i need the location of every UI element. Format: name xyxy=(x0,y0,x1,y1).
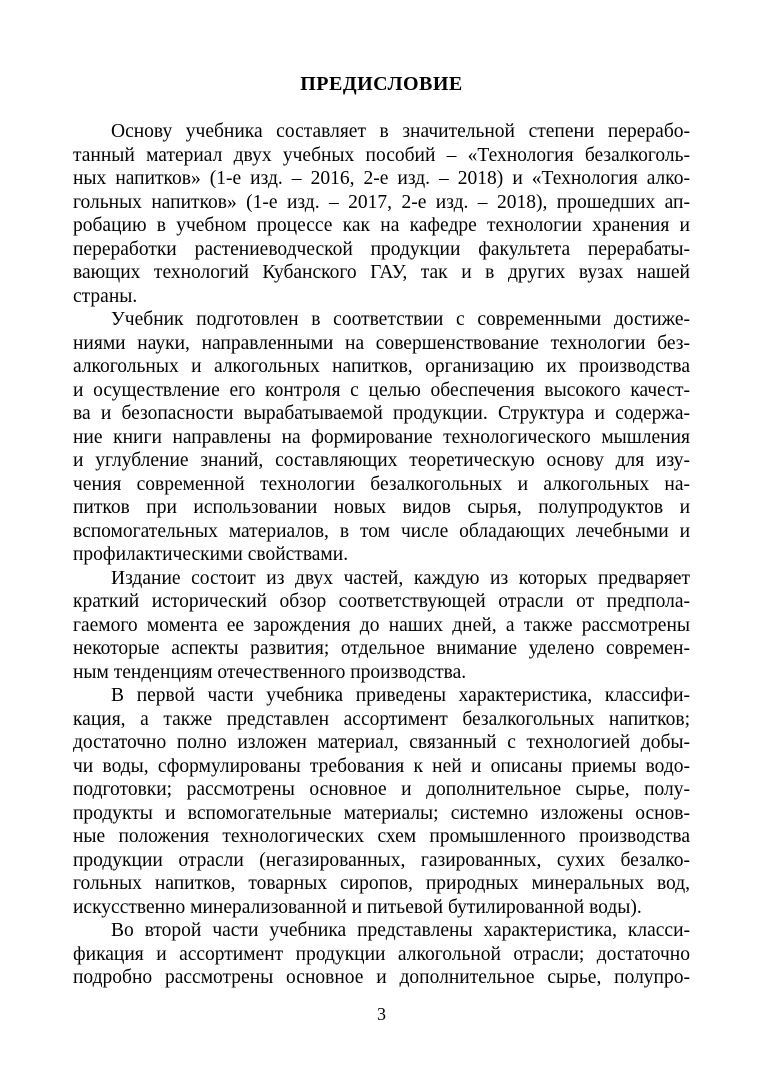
text-line: Во второй части учебника представлены характеристика, класси- xyxy=(111,920,690,941)
text-line: вспомогательных материалов, в том числе обладающих лечебными и xyxy=(73,520,690,542)
text-line: и углубление знаний, составляющих теоретическую основу для изу- xyxy=(73,450,690,471)
text-line: и осуществление его контроля с целью обеспечения высокого качест- xyxy=(73,379,690,401)
text-line: танный материал двух учебных пособий – «Технология безалкоголь- xyxy=(73,144,690,166)
text-line: гольных напитков, товарных сиропов, природных минеральных вод, xyxy=(73,873,690,894)
text-line: продукты и вспомогательные материалы; системно изложены основ- xyxy=(73,802,690,824)
text-line: ные положения технологических схем промышленного производства xyxy=(73,826,690,847)
text-line: Издание состоит из двух частей, каждую из которых предваряет xyxy=(111,567,690,589)
text-line: гольных напитков» (1-е изд. – 2017, 2-е изд. – 2018), прошедших ап- xyxy=(73,191,690,213)
text-line: краткий исторический обзор соответствующей отрасли от предпола- xyxy=(73,591,690,612)
text-line: подробно рассмотрены основное и дополнительное сырье, полупро- xyxy=(73,967,690,988)
paragraph-4 xyxy=(73,684,690,919)
text-line: гаемого момента ее зарождения до наших дней, а также рассмотрены xyxy=(73,614,690,636)
text-line: питков при использовании новых видов сырья, полупродуктов и xyxy=(73,497,690,518)
text-line: переработки растениеводческой продукции факультета перерабаты- xyxy=(73,238,690,260)
text-line: фикация и ассортимент продукции алкогольной отрасли; достаточно xyxy=(73,943,690,965)
text-line: чи воды, сформулированы требования к ней и описаны приемы водо- xyxy=(73,755,690,777)
text-line: ние книги направлены на формирование технологического мышления xyxy=(73,426,690,448)
page-body xyxy=(73,70,690,990)
page-number: 3 xyxy=(377,1004,386,1024)
text-line: достаточно полно изложен материал, связанный с технологией добы- xyxy=(73,732,690,753)
text-line: ниями науки, направленными на совершенствование технологии без- xyxy=(73,332,690,354)
text-line: некоторые аспекты развития; отдельное внимание уделено современ- xyxy=(73,638,690,659)
text-line: ных напитков» (1-е изд. – 2016, 2-е изд. – 2018) и «Технология алко- xyxy=(73,168,690,189)
text-line: робацию в учебном процессе как на кафедре технологии хранения и xyxy=(73,215,690,236)
text-line: Основу учебника составляет в значительной степени перерабо- xyxy=(111,121,690,142)
text-line: ва и безопасности вырабатываемой продукции. Структура и содержа- xyxy=(73,403,690,424)
page-title: ПРЕДИСЛОВИЕ xyxy=(300,73,463,95)
paragraph-5 xyxy=(73,919,690,990)
text-line: страны. xyxy=(73,285,138,307)
text-line: продукции отрасли (негазированных, газированных, сухих безалко- xyxy=(73,849,690,871)
text-line: Учебник подготовлен в соответствии с современными достиже- xyxy=(111,309,690,330)
paragraph-1 xyxy=(73,120,690,308)
text-line: В первой части учебника приведены характеристика, классифи- xyxy=(111,685,690,706)
text-line: искусственно минерализованной и питьевой бутилированной воды). xyxy=(73,896,642,918)
text-line: кация, а также представлен ассортимент безалкогольных напитков; xyxy=(73,708,690,730)
text-line: профилактическими свойствами. xyxy=(73,544,349,565)
text-line: ным тенденциям отечественного производства. xyxy=(73,661,467,683)
text-line: алкогольных и алкогольных напитков, организацию их производства xyxy=(73,356,690,377)
text-line: вающих технологий Кубанского ГАУ, так и в других вузах нашей xyxy=(73,262,690,283)
paragraph-2 xyxy=(73,308,690,567)
paragraph-3 xyxy=(73,567,690,685)
text-line: подготовки; рассмотрены основное и дополнительное сырье, полу- xyxy=(73,779,690,800)
text-line: чения современной технологии безалкогольных и алкогольных на- xyxy=(73,473,690,495)
